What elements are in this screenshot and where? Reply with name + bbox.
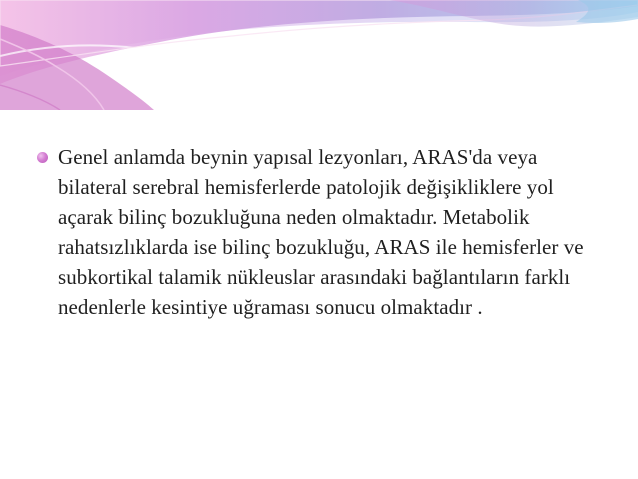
bullet-item [36,142,611,322]
slide-content [36,142,611,322]
header-wave-decoration [0,0,638,110]
bullet-text: Genel anlamda beynin yapısal lezyonları, ARAS'da veya bilateral serebral hemisferlerde patolojik değişikliklere yol açarak bilinç bozukluğuna neden olmaktadır. Metabolik rahatsızlıklarda ise bilinç bozukluğu, ARAS ile hemisferler ve subkortikal talamik nükleuslar arasındaki bağlantıların farklı nedenlerle kesintiye uğraması sonucu olmaktadır . [58,145,584,319]
bullet-icon [37,152,48,163]
